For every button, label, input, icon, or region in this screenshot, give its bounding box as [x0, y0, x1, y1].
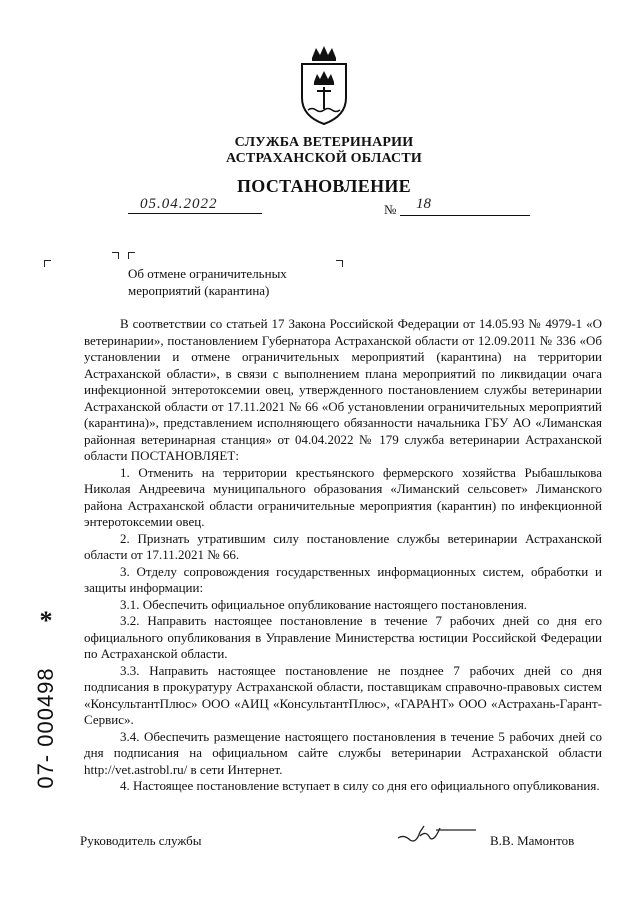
astrakhan-coat-of-arms-icon: [298, 44, 350, 126]
document-date: 05.04.2022: [140, 196, 218, 212]
corner-mark: [336, 260, 343, 267]
subject-block: [128, 265, 287, 299]
subject-line: мероприятий (карантина): [128, 283, 270, 298]
date-underline: [128, 213, 262, 214]
number-underline: [400, 215, 530, 216]
side-stamp-number: 07- 000498: [33, 667, 58, 789]
body-paragraph: 4. Настоящее постановление вступает в силу со дня его официального опубликования.: [120, 778, 600, 793]
agency-name-line2: АСТРАХАНСКОЙ ОБЛАСТИ: [225, 151, 422, 166]
corner-mark: [44, 260, 51, 267]
subject-line: Об отмене ограничительных: [128, 266, 287, 281]
body-paragraph: 3.2. Направить настоящее постановление в течение 7 рабочих дней со дня его официального опубликования в Управление Министерства юстиции Российской Федерации по Астраханской области.: [84, 613, 602, 661]
document-number: 18: [416, 196, 431, 212]
handwritten-signature: [390, 818, 480, 848]
body-paragraph: 1. Отменить на территории крестьянского фермерского хозяйства Рыбашлыкова Николая Андреевича муниципального образования «Лиманский сельсовет» Лиманского района Астраханской области ограничительные мероприятия (карантин) по инфекционной энтеротоксемии овец.: [84, 464, 602, 529]
agency-name-line1: СЛУЖБА ВЕТЕРИНАРИИ: [234, 135, 414, 150]
signatory-name: В.В. Мамонтов: [490, 833, 575, 848]
body-paragraph: 2. Признать утратившим силу постановление службы ветеринарии Астраханской области от 17.11.2021 № 66.: [84, 530, 602, 562]
body-paragraph: В соответствии со статьей 17 Закона Российской Федерации от 14.05.93 № 4979-1 «О ветеринарии», постановлением Губернатора Астраханской области от 12.09.2011 № 336 «Об установлении и отмене ограничительных мероприятий (карантина) на территории Астраханской области», в связи с выполнением плана мероприятий по ликвидации очага инфекционной энтеротоксемии овец, утвержденного постановлением службы ветеринарии Астраханской области от 17.11.2021 № 66 «Об установлении ограничительных мероприятий (карантина)», представлением исполняющего обязанности начальника ГБУ АО «Лиманская районная ветеринарная станция» от 04.04.2022 № 179 служба ветеринарии Астраханской области ПОСТАНОВЛЯЕТ:: [84, 316, 602, 463]
document-type-title: ПОСТАНОВЛЕНИЕ: [237, 176, 411, 196]
side-star: *: [39, 606, 53, 635]
document-body: [84, 316, 602, 795]
body-paragraph: 3.3. Направить настоящее постановление не позднее 7 рабочих дней со дня подписания в прокуратуру Астраханской области, поставщикам справочно-правовых систем «КонсультантПлюс» ООО «АИЦ «КонсультантПлюс», «ГАРАНТ» ООО «Астрахань-Гарант-Сервис».: [84, 662, 602, 727]
body-paragraph: 3. Отделу сопровождения государственных информационных систем, обработки и защиты информации:: [84, 563, 602, 595]
corner-mark: [128, 252, 135, 259]
signatory-position: Руководитель службы: [80, 833, 202, 848]
body-paragraph: 3.1. Обеспечить официальное опубликование настоящего постановления.: [120, 596, 528, 612]
side-stamp: [26, 606, 66, 789]
corner-mark: [112, 252, 119, 259]
body-paragraph: 3.4. Обеспечить размещение настоящего постановления в течение 5 рабочих дней со дня подписания на официальном сайте службы ветеринарии Астраханской области http://vet.astrobl.ru/ в сети Интернет.: [84, 728, 602, 777]
number-label: №: [384, 202, 397, 217]
